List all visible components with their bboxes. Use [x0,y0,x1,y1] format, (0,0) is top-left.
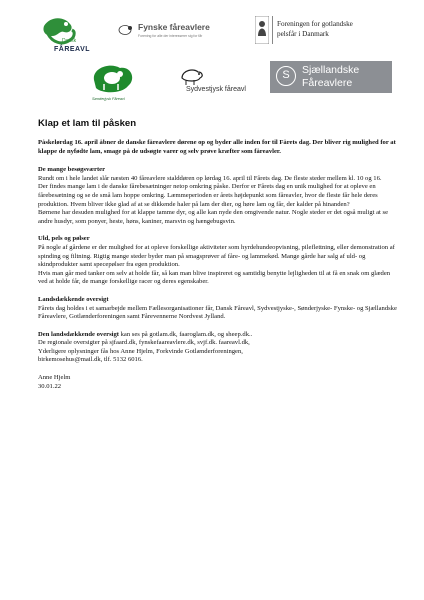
section-paragraph: Rundt om i hele landet slår næsten 40 fåreavlere stalddøren op lørdag 16. april til Fårets dag. De fleste steder mellem kl. 10 og 16. [38,174,382,182]
section-heading: Uld, pels og pølser [38,235,90,243]
article-lead: Påskelørdag 16. april åbner de danske fåreavlere dørene op og byder alle inden for til Fårets dag. Der bliver rig mulighed for at klappe de nyfødte lam, smage på de udsøgte varer og selv prøve kræfter som fåreavler. [38,139,396,155]
fynske-logo-name: Fynske fåreavlere [138,22,210,32]
article [38,118,398,391]
sjaellandske-emblem-initial: S [282,69,290,81]
sjaellandske-emblem-icon [276,66,296,86]
sonderjysk-sheep-icon [90,62,136,96]
dansk-logo-line1: Dansk [62,38,77,44]
article-title: Klap et lam til påsken [38,118,137,129]
section-heading: De mange besøgsværter [38,166,106,174]
gotland-divider [272,16,273,44]
regional-line: De regionale oversigter på sjfaard.dk, fynskefaareavlere.dk, svjf.dk. faareavl.dk, [38,339,250,347]
section-besoegsvaerter [38,166,398,226]
contact-line-2: birkemosehus@mail.dk, tlf. 5132 6016. [38,356,143,364]
fynske-sheep-icon [118,22,132,36]
fynske-logo [118,20,228,50]
section-paragraph: Hvis man går med tanker om selv at holde får, så kan man blive inspireret og samtidig benytte lejligheden til at få en snak om glæden ved at holde får, de mange forskellige racer og deres egenskaber. [38,269,391,286]
overview-rest: kan ses på gotlam.dk, faaroglam.dk, og sheep.dk.. [118,330,253,338]
gotland-sheep-icon [255,16,269,44]
article-date: 30.01.22 [38,382,62,390]
gotlandske-logo [255,16,385,50]
sydvestjysk-logo [180,66,260,100]
sjaellandske-logo-line2: Fåreavlere [302,77,353,89]
overview-line [38,331,398,340]
sjaellandske-logo-line1: Sjællandske [302,64,360,76]
author-name: Anne Hjelm [38,374,71,382]
sydvestjysk-logo-name: Sydvestjysk fåreavl [186,86,246,93]
gotland-logo-line2: pelsfår i Danmark [277,30,329,38]
logo-banner [0,0,424,112]
signature-block [38,374,398,391]
gotland-logo-line1: Foreningen for gotlandske [277,20,353,28]
section-landsdaekkende [38,296,398,322]
sonderjysk-logo [90,62,140,104]
fynske-logo-tagline: Forening for alle der interesserer sig for får [138,34,203,38]
section-uld-pels-poelser [38,235,398,287]
oversigt-block [38,331,398,365]
section-paragraph: På nogle af gårdene er der mulighed for at opleve forskellige aktiviteter som hyrdehundeopvisning, pileflettning, eller demonstration af spinding og filtning. Rigtig mange steder byder man på smagsprøver af fåre- og lammekød. Mange gårde har salg af uld- og skindprodukter samt specepølser fra egen produktion. [38,243,395,269]
contact-line-1: Yderligere oplysninger fås hos Anne Hjelm, Forkvinde Gotlænderforeningen, [38,347,243,355]
overview-bold: Den landsdækkende oversigt [38,330,119,338]
sydvestjysk-sheep-icon [180,66,204,86]
dansk-logo-line2: FÅREAVL [54,46,91,53]
section-paragraph: Fårets dag holdes i et samarbejde mellem Fællesorganisationer får, Dansk Fåreavl, Sydvestjyske-, Sønderjyske- Fynske- og Sjællandske Fåreavlere, Gotlænderforeningen samt Fårevennerne Nordvest Jylland. [38,304,397,321]
section-heading: Landsdækkende oversigt [38,295,109,303]
sjaellandske-logo [270,61,392,93]
dansk-faareavl-logo [40,16,110,62]
section-paragraph: Børnene har desuden mulighed for at klappe tamme dyr, og alle kan nyde den omgivende natur. Nogle steder er det også muligt at se andre husdyr, som ponyer, heste, høns, kaniner, marsvin og hængebugsvin. [38,209,389,225]
section-paragraph: Der findes mange lam i de danske fårebesætninger netop omkring påske. Derfor er Fårets dag en unik mulighed for at opleve en fårebesætning og se de små lam hoppe omkring. Læmmeperioden er årets højdepunkt som fåreavler, hvor de fleste får hele deres produktion. Hvem bliver ikke glad af at se dikkende haler på lam der dier, og høre lam og får, der kalder på hinanden? [38,183,378,208]
sonderjysk-logo-name: Sønderjysk Fåreavl [92,97,125,101]
